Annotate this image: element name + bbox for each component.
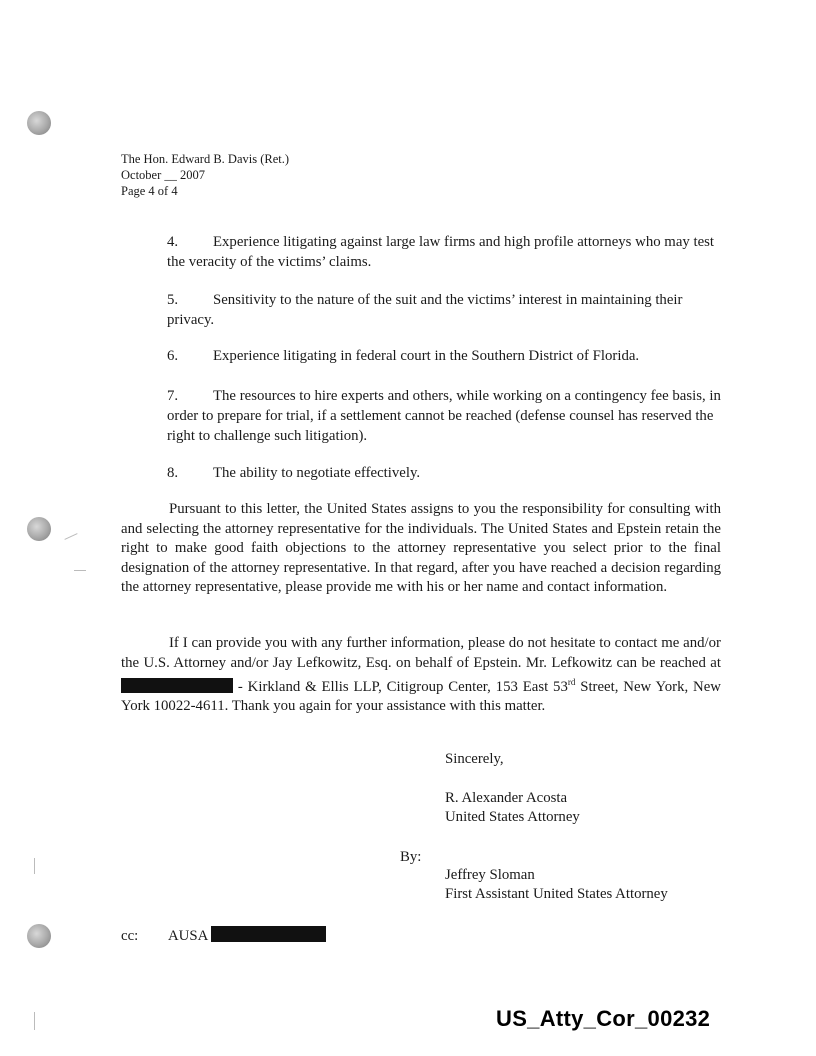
- cc-line: [121, 926, 326, 947]
- hole-punch-top: [27, 111, 51, 135]
- item-number: 7.: [167, 388, 179, 404]
- signer-name: R. Alexander Acosta: [445, 790, 568, 806]
- signer-title: First Assistant United States Attorney: [445, 886, 668, 902]
- item-text: The ability to negotiate effectively.: [213, 465, 421, 481]
- list-item: [167, 463, 722, 483]
- scan-mark: [64, 533, 77, 540]
- paragraph-text: - Kirkland & Ellis LLP, Citigroup Center, 153 East 53: [237, 678, 568, 695]
- list-item: [167, 290, 722, 330]
- item-number: 6.: [167, 348, 179, 364]
- item-text: Sensitivity to the nature of the suit and the victims’ interest in maintaining their privacy.: [167, 292, 683, 328]
- bates-number: US_Atty_Cor_00232: [496, 1006, 711, 1031]
- signer-name: Jeffrey Sloman: [445, 867, 535, 883]
- recipient-line: The Hon. Edward B. Davis (Ret.): [121, 152, 290, 166]
- redaction-bar: [121, 678, 233, 693]
- superscript: rd: [567, 677, 576, 687]
- cc-value: AUSA: [168, 928, 208, 944]
- paragraph-text: If I can provide you with any further information, please do not hesitate to contact me and/or the U.S. Attorney and/or Jay Lefkowitz, Esq. on behalf of Epstein. Mr. Lefkowitz can be reached at: [121, 635, 721, 671]
- scan-mark: [34, 858, 35, 874]
- list-item: [167, 232, 722, 272]
- body-paragraph: [121, 500, 721, 598]
- list-item: [167, 346, 722, 366]
- paragraph-text: Street, New York, New York 10022-4611. Thank you again for your assistance with this matter.: [121, 678, 721, 715]
- sincerely: Sincerely,: [445, 751, 504, 767]
- item-text: The resources to hire experts and others, while working on a contingency fee basis, in order to prepare for trial, if a settlement cannot be reached (defense counsel has reserved the right to challenge such litigation).: [167, 388, 721, 444]
- item-number: 8.: [167, 465, 179, 481]
- item-text: Experience litigating in federal court in the Southern District of Florida.: [213, 348, 640, 364]
- signer-title: United States Attorney: [445, 809, 580, 825]
- scan-mark: [34, 1012, 35, 1030]
- date-line: October __ 2007: [121, 168, 206, 182]
- page-number: Page 4 of 4: [121, 184, 178, 198]
- item-number: 5.: [167, 292, 179, 308]
- list-item: [167, 386, 722, 446]
- hole-punch-middle: [27, 517, 51, 541]
- redaction-bar: [211, 926, 326, 942]
- scan-mark: [74, 570, 86, 571]
- hole-punch-bottom: [27, 924, 51, 948]
- body-paragraph: [121, 634, 721, 717]
- item-text: Experience litigating against large law firms and high profile attorneys who may test the veracity of the victims’ claims.: [167, 234, 715, 270]
- cc-label: cc:: [121, 928, 139, 944]
- by-label: By:: [400, 849, 422, 865]
- item-number: 4.: [167, 234, 179, 250]
- letter-header: [121, 151, 289, 199]
- paragraph-text: Pursuant to this letter, the United States assigns to you the responsibility for consulting with and selecting the attorney representative for the individuals. The United States and Epstein retain the right to make good faith objections to the attorney representative you select prior to the final designation of the attorney representative. In that regard, after you have reached a decision regarding the attorney representative, please provide me with his or her name and contact information.: [121, 501, 721, 595]
